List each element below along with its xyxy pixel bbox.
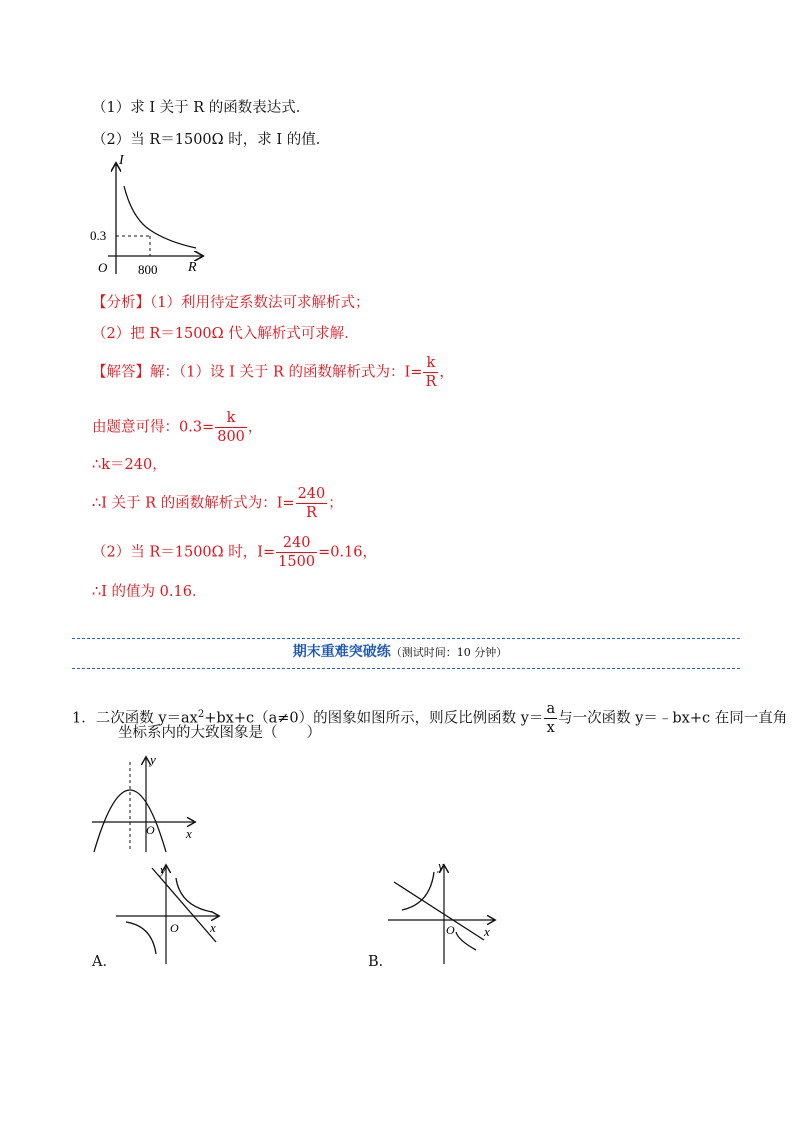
- answer-line-1: [92, 354, 454, 391]
- frac-den: 800: [217, 429, 245, 445]
- answer-suffix-5: =0.16，: [318, 544, 378, 561]
- fraction-k-over-r: [423, 354, 438, 391]
- frac-den: x: [544, 718, 557, 737]
- frac-num: a: [546, 701, 556, 717]
- x-axis-label: x: [210, 920, 216, 935]
- frac-num: 240: [282, 535, 311, 551]
- answer-line-3: ∴k＝240，: [92, 457, 167, 473]
- hyperbola-curve: [124, 186, 196, 248]
- origin-label: O: [146, 823, 155, 837]
- fraction-240-over-r: [296, 485, 328, 522]
- analysis-line-2: （2）把 R＝1500Ω 代入解析式可求解．: [92, 326, 359, 342]
- section-divider-bottom: [72, 668, 740, 669]
- option-a-label[interactable]: A．: [92, 954, 117, 970]
- frac-num: 240: [297, 486, 326, 502]
- y-axis-label: y: [160, 862, 166, 877]
- answer-text-1: 解：（1）设 I 关于 R 的函数解析式为：I=: [150, 364, 423, 381]
- section-subtitle: （测试时间：10 分钟）: [390, 646, 508, 659]
- fraction-240-over-1500: [276, 534, 317, 571]
- inverse-function-graph: [88, 150, 208, 278]
- line-graph: [152, 868, 216, 942]
- option-b-label[interactable]: B．: [368, 954, 394, 970]
- fraction-k-over-800: [215, 409, 247, 446]
- origin-label: O: [446, 923, 455, 937]
- section-header: [0, 642, 800, 663]
- parabola-graph: [86, 752, 202, 856]
- analysis-line-1: [92, 293, 369, 313]
- frac-den: R: [296, 503, 328, 522]
- answer-line-6: ∴I 的值为 0.16．: [92, 584, 207, 600]
- origin-label: O: [170, 921, 179, 935]
- answer-suffix-1: ，: [439, 364, 454, 381]
- q1-text-c: 与一次函数 y＝﹣bx+c 在同一直角: [558, 710, 788, 727]
- frac-num: k: [226, 410, 236, 426]
- frac-den: 1500: [278, 554, 316, 570]
- frac-num: k: [426, 355, 436, 371]
- q1-text-a: 二次函数 y＝ax: [95, 710, 198, 727]
- y-axis-label: y: [150, 752, 156, 767]
- answer-text-4: ∴I 关于 R 的函数解析式为：I=: [92, 495, 295, 512]
- x-axis-label: x: [484, 924, 490, 939]
- question-number: 1．: [72, 710, 96, 727]
- answer-line-5: [92, 534, 377, 571]
- x-axis-label: x: [186, 826, 192, 841]
- answer-tag: 【解答】: [92, 364, 150, 381]
- hyperbola-q4: [456, 932, 476, 950]
- answer-line-2: [92, 409, 262, 446]
- y-tick-label: 0.3: [90, 228, 107, 243]
- option-a-graph[interactable]: [112, 860, 224, 966]
- hyperbola-q1: [176, 878, 212, 912]
- answer-text-2: 由题意可得：0.3=: [92, 419, 215, 436]
- question-1-line-2: 坐标系内的大致图象是（ ）: [118, 725, 321, 741]
- section-divider-top: [72, 638, 740, 639]
- question-part-2: （2）当 R＝1500Ω 时，求 I 的值．: [92, 132, 331, 148]
- r-axis-label: R: [188, 260, 197, 275]
- fraction-a-over-x: [544, 700, 557, 737]
- answer-suffix-4: ；: [328, 495, 343, 512]
- origin-label: O: [98, 260, 108, 275]
- answer-text-5: （2）当 R＝1500Ω 时，I=: [92, 544, 276, 561]
- line-graph: [394, 882, 484, 940]
- q1-text-b: +bx+c（a≠0）的图象如图所示，则反比例函数 y＝: [204, 710, 544, 727]
- y-axis-label: y: [438, 860, 444, 873]
- answer-line-4: [92, 485, 343, 522]
- hyperbola-q3: [126, 922, 156, 954]
- analysis-text-1: （1）利用待定系数法可求解析式；: [150, 295, 370, 311]
- section-title: 期末重难突破练: [292, 644, 391, 660]
- option-b-graph[interactable]: [384, 860, 500, 966]
- i-axis-label: I: [119, 153, 124, 168]
- answer-suffix-2: ，: [247, 419, 263, 436]
- superscript: 2: [197, 708, 205, 720]
- analysis-tag: 【分析】: [92, 295, 150, 311]
- x-tick-label: 800: [138, 262, 158, 277]
- frac-den: R: [425, 374, 437, 390]
- question-part-1: （1）求 I 关于 R 的函数表达式．: [92, 100, 311, 116]
